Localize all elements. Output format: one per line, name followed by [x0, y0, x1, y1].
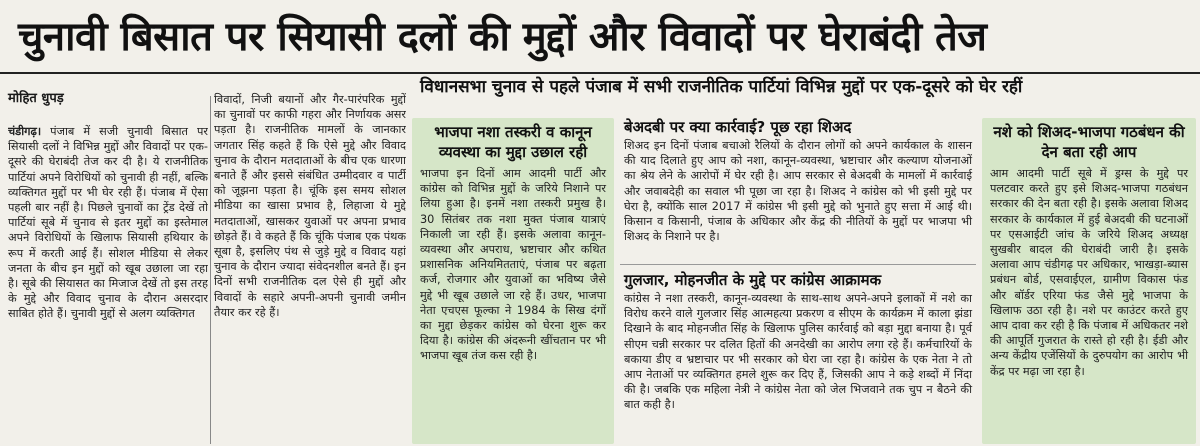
article-column-2-text: विवादों, निजी बयानों और गैर-पारंपरिक मुद्दों का चुनावों पर काफी गहरा और निर्णायक असर पड़ता है। राजनीतिक मामलों के जानकार जगतार सिंह कहते हैं कि ऐसे मुद्दे और विवाद चुनाव के दौरान मतदाताओं के बीच एक धारणा बनाते हैं और इससे संबंधित उम्मीदवार व पार्टी को जूझना पड़ता है। चूंकि इस समय सोशल मीडिया का खासा प्रभाव है, लिहाजा ये मुद्दे मतदाताओं, खासकर युवाओं पर अपना प्रभाव छोड़ते हैं। वे कहते हैं कि चूंकि पंजाब एक पंथक सूबा है, इसलिए पंथ से जुड़े मुद्दे व विवाद यहां चुनाव के दौरान ज्यादा संवेदनशील बनते हैं। इन दिनों सभी राजनीतिक दल ऐसे ही मुद्दों और विवादों के सहारे अपनी-अपनी चुनावी जमीन तैयार कर रहे हैं।	[214, 93, 406, 319]
dateline: चंडीगढ़।	[8, 125, 42, 138]
aap-box-text: आम आदमी पार्टी सूबे में ड्रग्स के मुद्दे पर पलटवार करते हुए इसे शिअद-भाजपा गठबंधन सरकार की देन बता रही है। इसके अलावा शिअद सरकार के कार्यकाल में हुई बेअदबी की घटनाओं पर एसआईटी जांच के जरिये शिअद अध्यक्ष सुखबीर बादल की घेराबंदी जारी है। इसके अलावा आप चंडीगढ़ पर अधिकार, भाखड़ा-ब्यास प्रबंधन बोर्ड, एसवाईएल, ग्रामीण विकास फंड और बॉर्डर एरिया फंड जैसे मुद्दे भाजपा के खिलाफ उठा रही है। नशे पर काउंटर करते हुए आप दावा कर रही है कि पंजाब में अधिकतर नशे की आपूर्ति गुजरात के रास्ते हो रही है। ईडी और अन्य केंद्रीय एजेंसियों के दुरुपयोग का आरोप भी केंद्र पर मढ़ा जा रहा है।	[990, 167, 1188, 378]
subheadline: विधानसभा चुनाव से पहले पंजाब में सभी राजनीतिक पार्टियां विभिन्न मुद्दों पर एक-दूसरे को घेर रहीं	[420, 77, 1023, 97]
article-column-1	[8, 124, 208, 444]
bjp-box-title: भाजपा नशा तस्करी व कानून व्यवस्था का मुद्दा उछाल रही	[434, 123, 592, 161]
congress-section-title: गुलजार, मोहनजीत के मुद्दे पर कांग्रेस आक्रामक	[624, 271, 882, 289]
middle-section	[620, 116, 976, 446]
column-divider	[210, 96, 211, 444]
aap-box-title: नशे को शिअद-भाजपा गठबंधन की देन बता रही आप	[993, 123, 1185, 161]
congress-section-text: कांग्रेस ने नशा तस्करी, कानून-व्यवस्था के साथ-साथ अपने-अपने इलाकों में नशे का विरोध करने वाले गुलजार सिंह आत्महत्या प्रकरण व सीएम के कार्यक्रम में काला झंडा दिखाने के बाद मोहनजीत सिंह के खिलाफ पुलिस कार्रवाई को बड़ा मुद्दा बनाया है। पूर्व सीएम चन्नी सरकार पर दलित हितों की अनदेखी का आरोप लगा रहे हैं। कर्मचारियों के बकाया डीए व भ्रष्टाचार पर भी सरकार को घेरा जा रहा है। कांग्रेस के एक नेता ने तो आप नेताओं पर व्यक्तिगत हमले शुरू कर दिए हैं, जिसकी आप ने कड़े शब्दों में निंदा की है। जबकि एक महिला नेत्री ने कांग्रेस नेता को जेल भिजवाने तक चुप न बैठने की बात कही है।	[624, 292, 972, 412]
bjp-box	[412, 118, 614, 444]
headline: चुनावी बिसात पर सियासी दलों की मुद्दों और विवादों पर घेराबंदी तेज	[18, 14, 987, 60]
byline: मोहित धुपड़	[8, 91, 64, 106]
aap-box	[982, 118, 1196, 444]
article-column-2	[214, 92, 406, 444]
headline-rule	[0, 72, 1200, 74]
sad-section-title: बेअदबी पर क्या कार्रवाई? पूछ रहा शिअद	[624, 118, 852, 136]
section-divider	[620, 264, 976, 265]
bjp-box-text: भाजपा इन दिनों आम आदमी पार्टी और कांग्रेस को विभिन्न मुद्दों के जरिये निशाने पर लिया हुआ है। इनमें नशा तस्करी प्रमुख है। 30 सितंबर तक नशा मुक्त पंजाब यात्राएं निकाली जा रही हैं। इसके अलावा कानून-व्यवस्था और अपराध, भ्रष्टाचार और कथित प्रशासनिक अनियमितताएं, पंजाब पर बढ़ता कर्ज, रोजगार और युवाओं का भविष्य जैसे मुद्दे भी खूब उछाले जा रहे हैं। उधर, भाजपा नेता एचएस फूल्का ने 1984 के सिख दंगों का मुद्दा छेड़कर कांग्रेस को घेरना शुरू कर दिया है। कांग्रेस की अंदरूनी खींचतान पर भी भाजपा खूब तंज कस रही है।	[420, 167, 606, 363]
article-column-1-text: पंजाब में सजी चुनावी बिसात पर सियासी दलों ने विभिन्न मुद्दों और विवादों पर एक-दूसरे की घेराबंदी तेज कर दी है। ये राजनीतिक पार्टियां अपने विरोधियों को चुनावी ही नहीं, बल्कि व्यक्तिगत मुद्दों पर भी घेर रही हैं। पंजाब में ऐसा पहली बार नहीं है। पिछले चुनावों का ट्रेंड देखें तो पार्टियां सूबे में चुनाव से इतर मुद्दों का इस्तेमाल अपने विरोधियों के खिलाफ सियासी हथियार के रूप में करती आई हैं। सोशल मीडिया से लेकर जनता के बीच इन मुद्दों को खूब उछाला जा रहा है। सूबे की सियासत का मिजाज देखें तो इस तरह के मुद्दे और विवाद चुनाव के दौरान असरदार साबित होते हैं। चुनावी मुद्दों से अलग व्यक्तिगत	[8, 125, 208, 321]
sad-section-text: शिअद इन दिनों पंजाब बचाओ रैलियों के दौरान लोगों को अपने कार्यकाल के शासन की याद दिलाते हुए आप को नशा, कानून-व्यवस्था, भ्रष्टाचार और कल्याण योजनाओं का श्रेय लेने के आरोपों में घेर रही है। आप सरकार से बेअदबी के मामलों में कार्रवाई और जवाबदेही का सवाल भी पूछा जा रहा है। शिअद ने कांग्रेस को भी इसी मुद्दे पर घेरा है, क्योंकि साल 2017 में कांग्रेस भी इसी मुद्दे को भुनाते हुए सत्ता में आई थी। किसान व किसानी, पंजाब के अधिकार और केंद्र की नीतियों के मुद्दों पर भाजपा भी शिअद के निशाने पर है।	[624, 139, 972, 244]
